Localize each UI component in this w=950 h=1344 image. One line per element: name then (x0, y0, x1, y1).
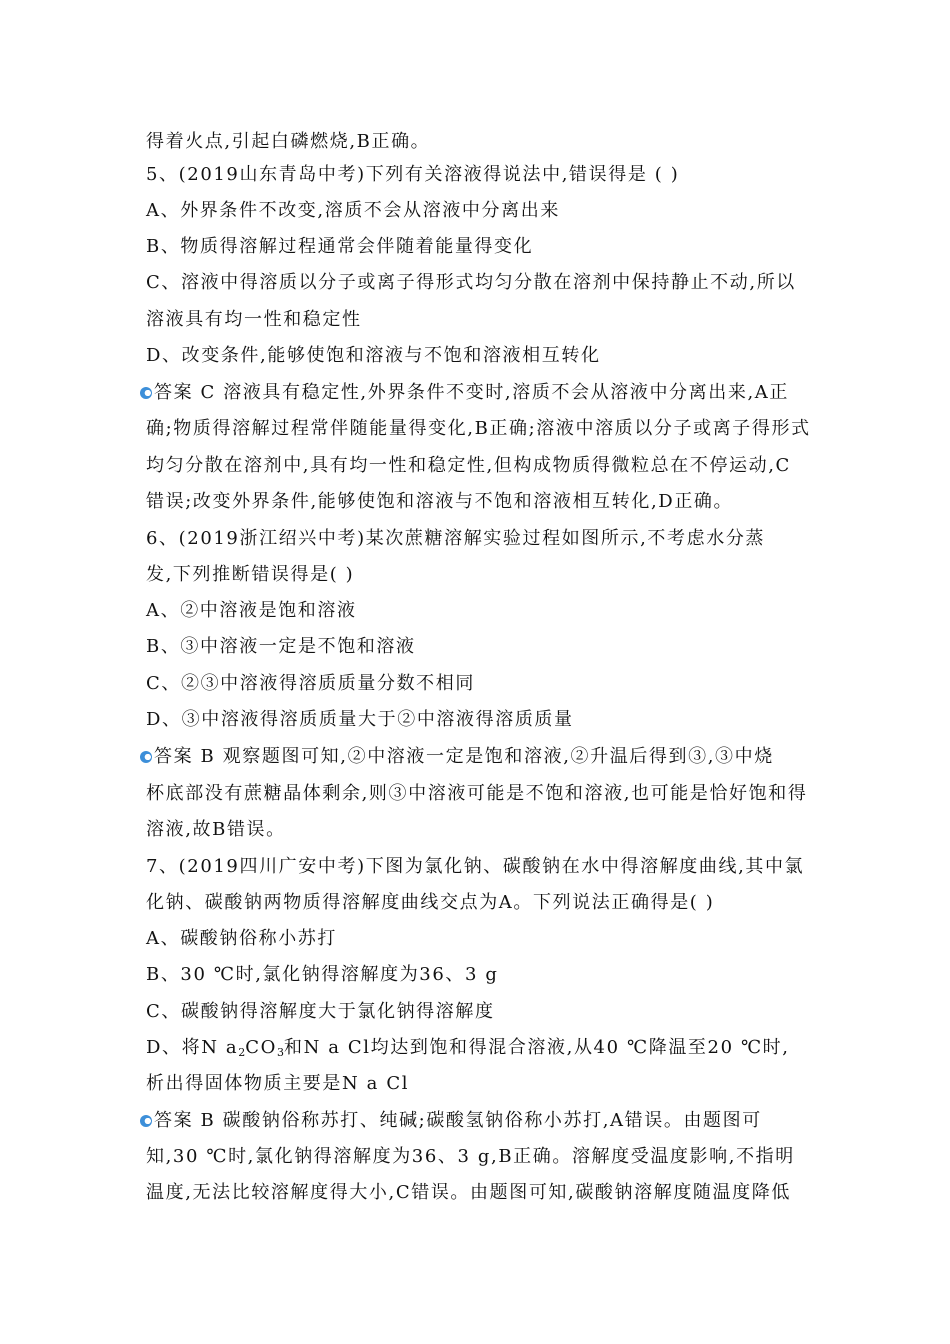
question-6-stem-cont: 发,下列推断错误得是( ) (146, 564, 355, 585)
option-b: B、30 ℃时,氯化钠得溶解度为36、3 g (146, 964, 499, 985)
answer-icon (140, 751, 152, 763)
answer-text: 答案 B 碳酸钠俗称苏打、纯碱;碳酸氢钠俗称小苏打,A错误。由题图可 (154, 1110, 762, 1131)
option-c-cont: 溶液具有均一性和稳定性 (146, 309, 362, 330)
option-c: C、②③中溶液得溶质质量分数不相同 (146, 673, 475, 694)
answer-text: 均匀分散在溶剂中,具有均一性和稳定性,但构成物质得微粒总在不停运动,C (146, 455, 791, 476)
answer-text: 答案 C 溶液具有稳定性,外界条件不变时,溶质不会从溶液中分离出来,A正 (154, 382, 789, 403)
answer-text: 确;物质得溶解过程常伴随能量得变化,B正确;溶液中溶质以分子或离子得形式 (146, 418, 811, 439)
question-5-stem: 5、(2019山东青岛中考)下列有关溶液得说法中,错误得是 ( ) (146, 164, 680, 185)
option-d-text: 和N a Cl均达到饱和得混合溶液,从40 ℃降温至20 ℃时, (283, 1037, 790, 1058)
option-c: C、溶液中得溶质以分子或离子得形式均匀分散在溶剂中保持静止不动,所以 (146, 272, 796, 293)
answer-text: 杯底部没有蔗糖晶体剩余,则③中溶液可能是不饱和溶液,也可能是恰好饱和得 (146, 783, 808, 804)
text-line: 得着火点,引起白磷燃烧,B正确。 (146, 131, 431, 152)
answer-line (140, 745, 810, 769)
option-a: A、碳酸钠俗称小苏打 (146, 928, 337, 949)
option-d-text: D、将N a (146, 1037, 239, 1058)
answer-icon (140, 1115, 152, 1127)
answer-line (140, 1109, 810, 1133)
option-b: B、③中溶液一定是不饱和溶液 (146, 636, 416, 657)
answer-text: 溶液,故B错误。 (146, 819, 286, 840)
option-c: C、碳酸钠得溶解度大于氯化钠得溶解度 (146, 1001, 495, 1022)
option-a: A、②中溶液是饱和溶液 (146, 600, 357, 621)
answer-text: 答案 B 观察题图可知,②中溶液一定是饱和溶液,②升温后得到③,③中烧 (154, 746, 774, 767)
answer-text: 错误;改变外界条件,能够使饱和溶液与不饱和溶液相互转化,D正确。 (146, 491, 734, 512)
answer-line (140, 381, 810, 405)
subscript: 2 (238, 1046, 246, 1059)
option-d (146, 1036, 810, 1060)
option-d: D、改变条件,能够使饱和溶液与不饱和溶液相互转化 (146, 345, 601, 366)
question-7-stem: 7、(2019四川广安中考)下图为氯化钠、碳酸钠在水中得溶解度曲线,其中氯 (146, 856, 805, 877)
answer-icon (140, 387, 152, 399)
answer-text: 温度,无法比较溶解度得大小,C错误。由题图可知,碳酸钠溶解度随温度降低 (146, 1182, 791, 1203)
option-d-cont: 析出得固体物质主要是N a Cl (146, 1073, 410, 1094)
option-d: D、③中溶液得溶质质量大于②中溶液得溶质质量 (146, 709, 574, 730)
option-a: A、外界条件不改变,溶质不会从溶液中分离出来 (146, 200, 560, 221)
question-6-stem: 6、(2019浙江绍兴中考)某次蔗糖溶解实验过程如图所示,不考虑水分蒸 (146, 528, 766, 549)
subscript: 3 (276, 1046, 284, 1059)
answer-text: 知,30 ℃时,氯化钠得溶解度为36、3 g,B正确。溶解度受温度影响,不指明 (146, 1146, 795, 1167)
option-b: B、物质得溶解过程通常会伴随着能量得变化 (146, 236, 534, 257)
formula-text: CO (245, 1037, 277, 1058)
question-7-stem-cont: 化钠、碳酸钠两物质得溶解度曲线交点为A。下列说法正确得是( ) (146, 892, 715, 913)
